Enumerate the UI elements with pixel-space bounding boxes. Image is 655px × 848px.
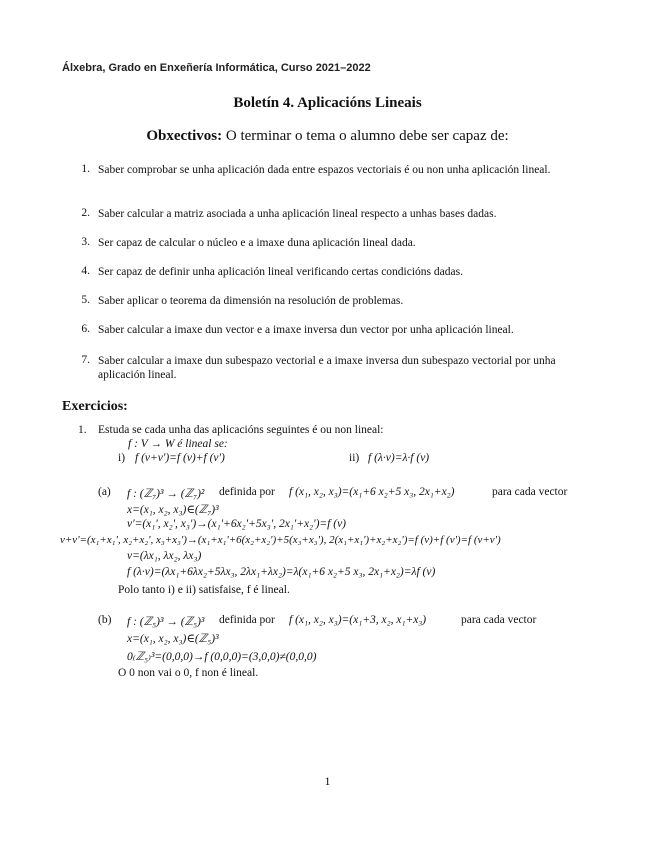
item-number: 3. — [81, 236, 90, 248]
part-a-line4: v=(λx₁, λx₂, λx₃) — [127, 550, 202, 562]
part-a-map: f : (ℤ₇)³ → (ℤ₇)² — [127, 488, 205, 500]
part-b-map: f : (ℤ₅)³ → (ℤ₅)³ — [127, 616, 205, 628]
item-number: 5. — [81, 294, 90, 306]
part-a-line2: v'=(x₁', x₂', x₃')→(x₁'+6x₂'+5x₃', 2x₁'+x₂')=f (v) — [127, 518, 347, 530]
exercise-statement: Estuda se cada unha das aplicacións seguintes é ou non lineal: — [98, 424, 384, 436]
objectives-label: Obxectivos: — [146, 128, 223, 144]
part-b-line2: 0₍ℤ₅₎³=(0,0,0)→f (0,0,0)=(3,0,0)≠(0,0,0) — [127, 651, 317, 663]
item-text: Ser capaz de calcular o núcleo e a imaxe duna aplicación lineal dada. — [98, 237, 416, 249]
item-text: Saber aplicar o teorema da dimensión na resolución de problemas. — [98, 295, 404, 307]
exercises-heading: Exercicios: — [62, 399, 128, 414]
item-number: 2. — [81, 207, 90, 219]
part-a-conclusion: Polo tanto i) e ii) satisfaise, f é lineal. — [118, 584, 290, 596]
part-b-formula: f (x₁, x₂, x₃)=(x₁+3, x₂, x₁+x₃) — [289, 614, 427, 626]
part-b-conclusion: O 0 non vai o 0, f non é lineal. — [118, 667, 259, 679]
part-a-label: (a) — [98, 486, 111, 498]
objectives-text: O terminar o tema o alumno debe ser capaz de: — [225, 128, 509, 144]
item-text: Saber calcular a matriz asociada a unha aplicación lineal respecto a unhas bases dadas. — [98, 208, 497, 220]
item-text: Saber calcular a imaxe dun vector e a imaxe inversa dun vector por unha aplicación lineal. — [98, 324, 514, 336]
document-header: Álxebra, Grado en Enxeñería Informática, Curso 2021–2022 — [62, 62, 371, 74]
page-title: Boletín 4. Aplicacións Lineais — [233, 95, 422, 111]
part-a-formula: f (x₁, x₂, x₃)=(x₁+6 x₂+5 x₃, 2x₁+x₂) — [289, 486, 455, 498]
part-b-line1: x=(x₁, x₂, x₃)∈(ℤ₅)³ — [127, 633, 219, 645]
item-number: 4. — [81, 265, 90, 277]
part-a-line1: x=(x₁, x₂, x₃)∈(ℤ₇)³ — [127, 504, 219, 516]
page-number: 1 — [324, 774, 331, 788]
condition-ii: f (λ·v)=λ·f (v) — [368, 452, 430, 464]
part-a-line5: f (λ·v)=(λx₁+6λx₂+5λx₃, 2λx₁+λx₂)=λ(x₁+6 x₂+5 x₃, 2x₁+x₂)=λf (v) — [127, 566, 436, 578]
item-text: Ser capaz de definir unha aplicación lineal verificando certas condicións dadas. — [98, 266, 463, 278]
part-a-defined: definida por — [219, 486, 275, 498]
item-number: 7. — [81, 354, 90, 366]
condition-ii-label: ii) — [349, 452, 360, 464]
part-b-label: (b) — [98, 614, 112, 626]
part-a-line3: v+v'=(x₁+x₁', x₂+x₂', x₃+x₃')→(x₁+x₁'+6(x₂+x₂')+5(x₃+x₃'), 2(x₁+x₁')+x₂+x₂')=f (v)+f (v')=f (v+v') — [60, 534, 501, 546]
item-number: 1. — [81, 163, 90, 175]
item-text: Saber calcular a imaxe dun subespazo vectorial e a imaxe inversa dun subespazo vectorial por unha aplicación lineal. — [98, 355, 556, 381]
condition-i: f (v+v')=f (v)+f (v') — [135, 452, 225, 464]
objectives-line — [0, 128, 655, 145]
item-number: 6. — [81, 323, 90, 335]
exercise-number: 1. — [78, 424, 87, 436]
linearity-definition: f : V → W é lineal se: — [128, 438, 228, 450]
part-b-foreach: para cada vector — [461, 614, 537, 626]
part-a-foreach: para cada vector — [492, 486, 568, 498]
item-text: Saber comprobar se unha aplicación dada entre espazos vectoriais é ou non unha aplicación lineal. — [98, 164, 551, 176]
condition-i-label: i) — [118, 452, 126, 464]
part-b-defined: definida por — [219, 614, 275, 626]
